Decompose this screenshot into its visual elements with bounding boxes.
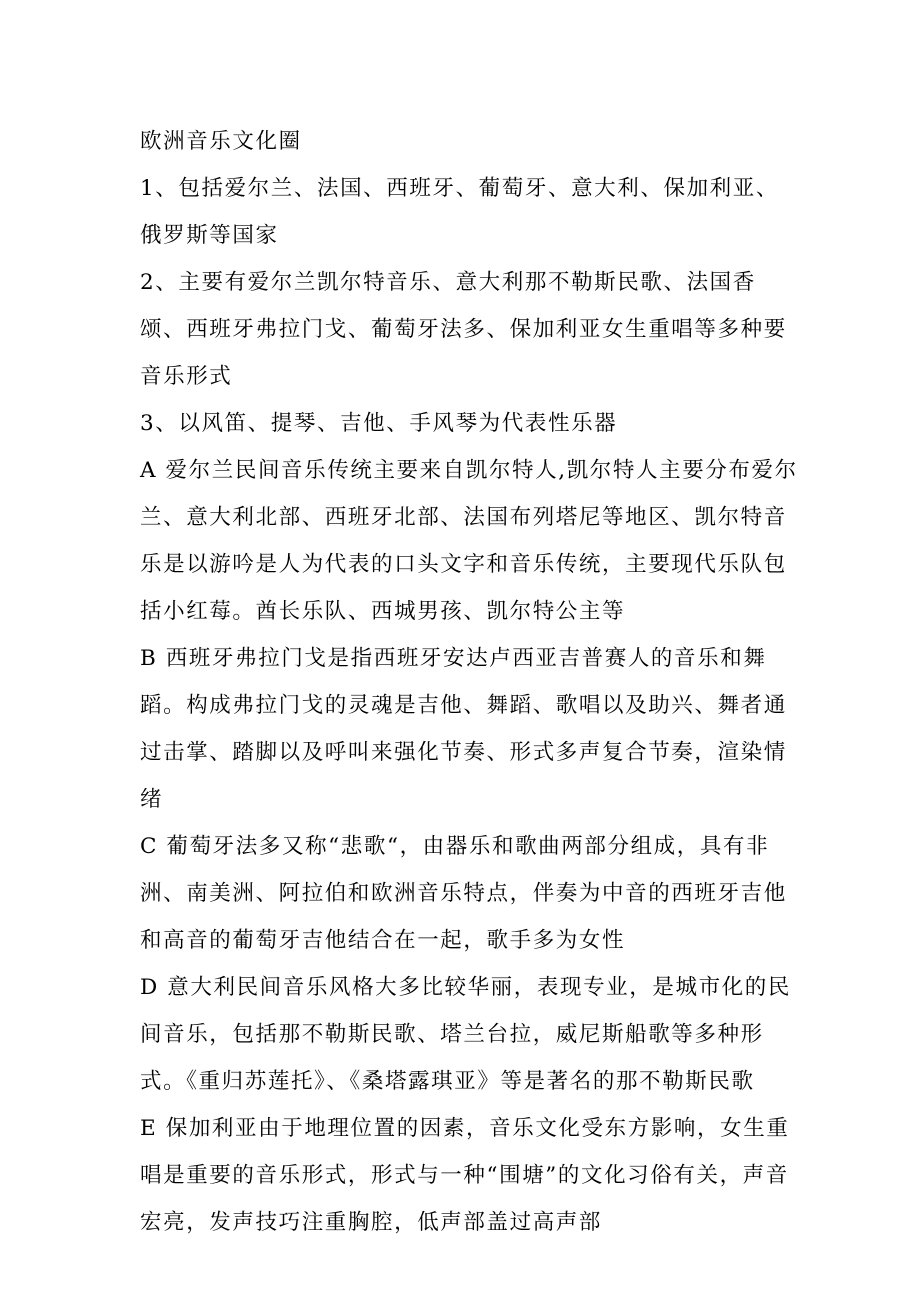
paragraph-1: 1、包括爱尔兰、法国、西班牙、葡萄牙、意大利、保加利亚、俄罗斯等国家 — [140, 176, 779, 248]
paragraph-a: A 爱尔兰民间音乐传统主要来自凯尔特人,凯尔特人主要分布爱尔兰、意大利北部、西班牙北部、法国布列塔尼等地区、凯尔特音乐是以游吟是人为代表的口头文字和音乐传统，主要现代乐队包括小红莓。酋长乐队、西城男孩、凯尔特公主等 — [140, 458, 798, 624]
document-title: 欧洲音乐文化圈 — [140, 129, 302, 154]
paragraph-3: 3、以风笛、提琴、吉他、手风琴为代表性乐器 — [140, 411, 618, 436]
paragraph-e: E 保加利亚由于地理位置的因素，音乐文化受东方影响，女生重唱是重要的音乐形式，形式与一种“围塘”的文化习俗有关，声音宏亮，发声技巧注重胸腔，低声部盖过高声部 — [140, 1116, 790, 1235]
paragraph-b: B 西班牙弗拉门戈是指西班牙安达卢西亚吉普赛人的音乐和舞蹈。构成弗拉门戈的灵魂是吉他、舞蹈、歌唱以及助兴、舞者通过击掌、踏脚以及呼叫来强化节奏、形式多声复合节奏，渲染情绪 — [140, 646, 787, 812]
paragraph-c: C 葡萄牙法多又称“悲歌“，由器乐和歌曲两部分组成，具有非洲、南美洲、阿拉伯和欧洲音乐特点，伴奏为中音的西班牙吉他和高音的葡萄牙吉他结合在一起，歌手多为女性 — [140, 834, 787, 953]
paragraph-2: 2、主要有爱尔兰凯尔特音乐、意大利那不勒斯民歌、法国香颂、西班牙弗拉门戈、葡萄牙法多、保加利亚女生重唱等多种要音乐形式 — [140, 270, 787, 389]
paragraph-d: D 意大利民间音乐风格大多比较华丽，表现专业，是城市化的民间音乐，包括那不勒斯民歌、塔兰台拉，威尼斯船歌等多种形式。《重归苏莲托》、《桑塔露琪亚》等是著名的那不勒斯民歌 — [140, 975, 791, 1094]
